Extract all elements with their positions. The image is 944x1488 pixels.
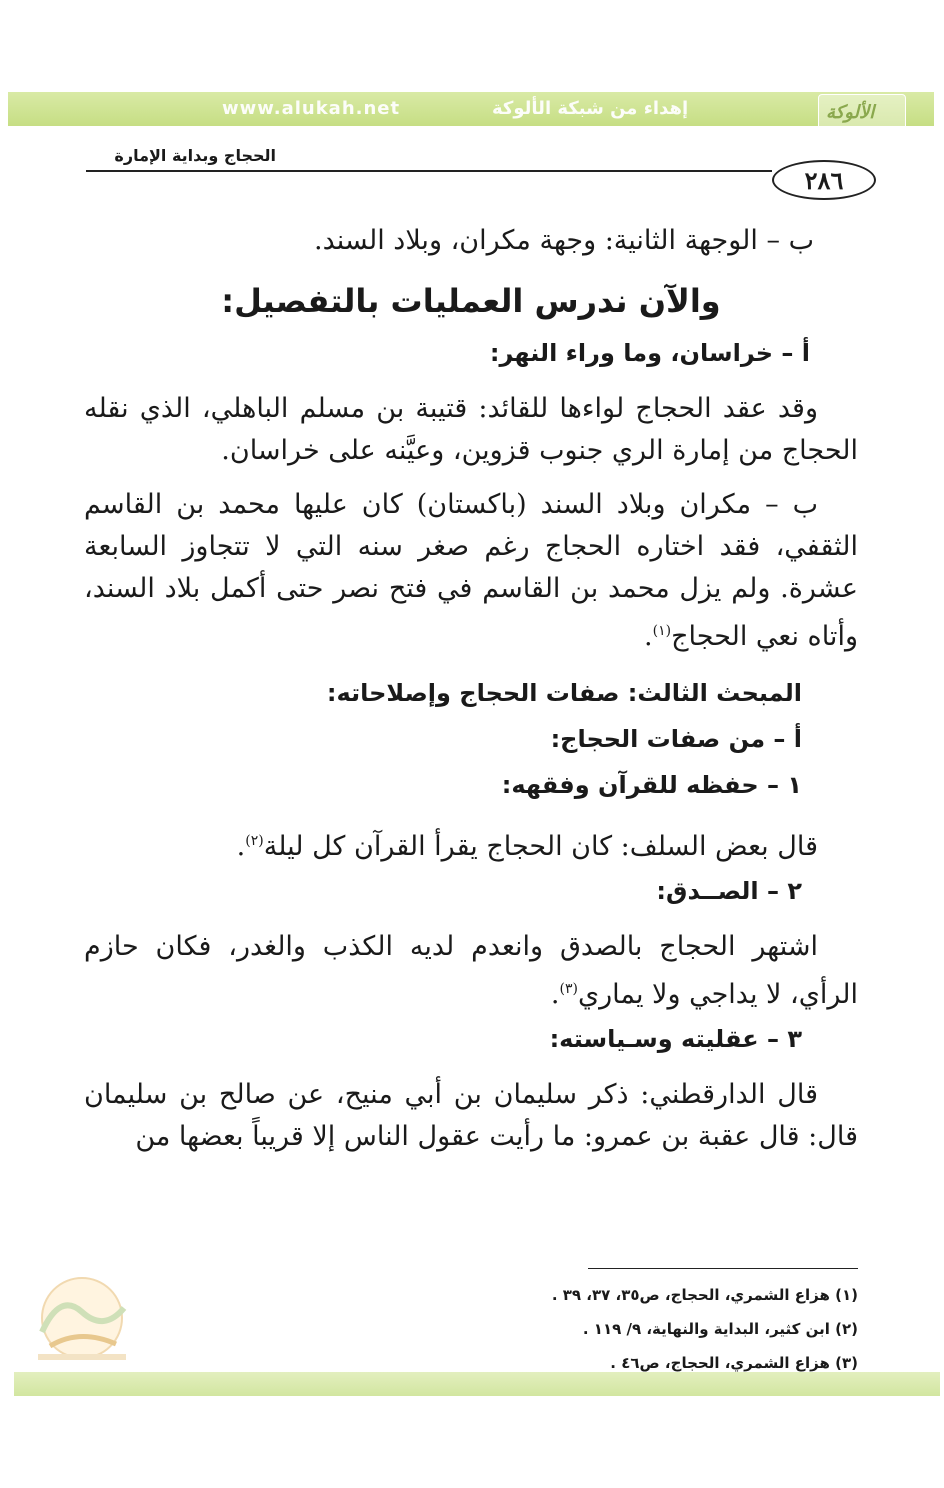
page-body — [84, 220, 858, 1158]
item-quran: ١ – حفظه للقرآن وفقهه: — [501, 771, 802, 799]
paragraph-quran-end: . — [236, 831, 246, 862]
footnote-ref-1[interactable]: (١) — [652, 623, 672, 639]
paragraph-truth — [84, 926, 858, 1016]
footnote-ref-3[interactable]: (٣) — [559, 981, 578, 997]
footnote-ref-2[interactable]: (٢) — [245, 833, 264, 849]
intro-line: ب – الوجهة الثانية: وجهة مكران، وبلاد السند. — [314, 225, 814, 256]
item-mind: ٣ – عقليته وسـياسته: — [549, 1025, 802, 1053]
page-number: ٢٨٦ — [772, 160, 876, 200]
paragraph-truth-text: اشتهر الحجاج بالصدق وانعدم لديه الكذب والغدر، فكان حازم الرأي، لا يداجي ولا يماري — [84, 931, 858, 1010]
footnote-3: (٣) هزاع الشمري، الحجاج، ص٤٦ . — [610, 1354, 858, 1372]
section-heading: المبحث الثالث: صفات الحجاج وإصلاحاته: — [326, 679, 802, 707]
footnote-2: (٢) ابن كثير، البداية والنهاية، ٩/ ١١٩ . — [582, 1320, 858, 1338]
paragraph-quran — [84, 820, 858, 868]
footnotes — [380, 1278, 858, 1380]
site-url: www.alukah.net — [222, 98, 401, 119]
book-title: الحجاج وبداية الإمارة — [114, 146, 276, 165]
footnote-rule — [588, 1268, 858, 1269]
footnote-1: (١) هزاع الشمري، الحجاج، ص٣٥، ٣٧، ٣٩ . — [551, 1286, 858, 1304]
header-rule — [86, 170, 772, 172]
subheading-khurasan: أ – خراسان، وما وراء النهر: — [489, 339, 810, 367]
gift-text: إهداء من شبكة الألوكة — [492, 98, 689, 119]
logo-text: الألوكة — [826, 102, 875, 123]
decorative-logo-icon — [20, 1262, 144, 1366]
bottom-banner — [14, 1372, 940, 1396]
main-heading: والآن ندرس العمليات بالتفصيل: — [221, 282, 721, 320]
paragraph-sind — [84, 484, 858, 658]
paragraph-daraqutni: قال الدارقطني: ذكر سليمان بن أبي منيح، عن صالح بن سليمان قال: قال عقبة بن عمرو: ما رأيت عقول الناس إلا قريباً بعضها من — [84, 1079, 858, 1152]
paragraph-sind-end: . — [644, 621, 653, 652]
paragraph-sind-text: ب – مكران وبلاد السند (باكستان) كان عليها محمد بن القاسم الثقفي، فقد اختاره الحجاج رغم صغر سنه التي لا تتجاوز السابعة عشرة. ولم يزل محمد بن القاسم في فتح نصر حتى أكمل بلاد السند، وأتاه نعي الحجاج — [84, 489, 858, 652]
paragraph-quran-text: قال بعض السلف: كان الحجاج يقرأ القرآن كل ليلة — [263, 831, 818, 862]
paragraph-qutayba: وقد عقد الحجاج لواءها للقائد: قتيبة بن مسلم الباهلي، الذي نقله الحجاج من إمارة الري جنوب قزوين، وعيَّنه على خراسان. — [84, 393, 858, 466]
subheading-traits: أ – من صفات الحجاج: — [550, 725, 802, 753]
top-banner — [8, 92, 934, 126]
item-truth: ٢ – الصــدق: — [656, 877, 802, 905]
paragraph-truth-end: . — [550, 979, 560, 1010]
